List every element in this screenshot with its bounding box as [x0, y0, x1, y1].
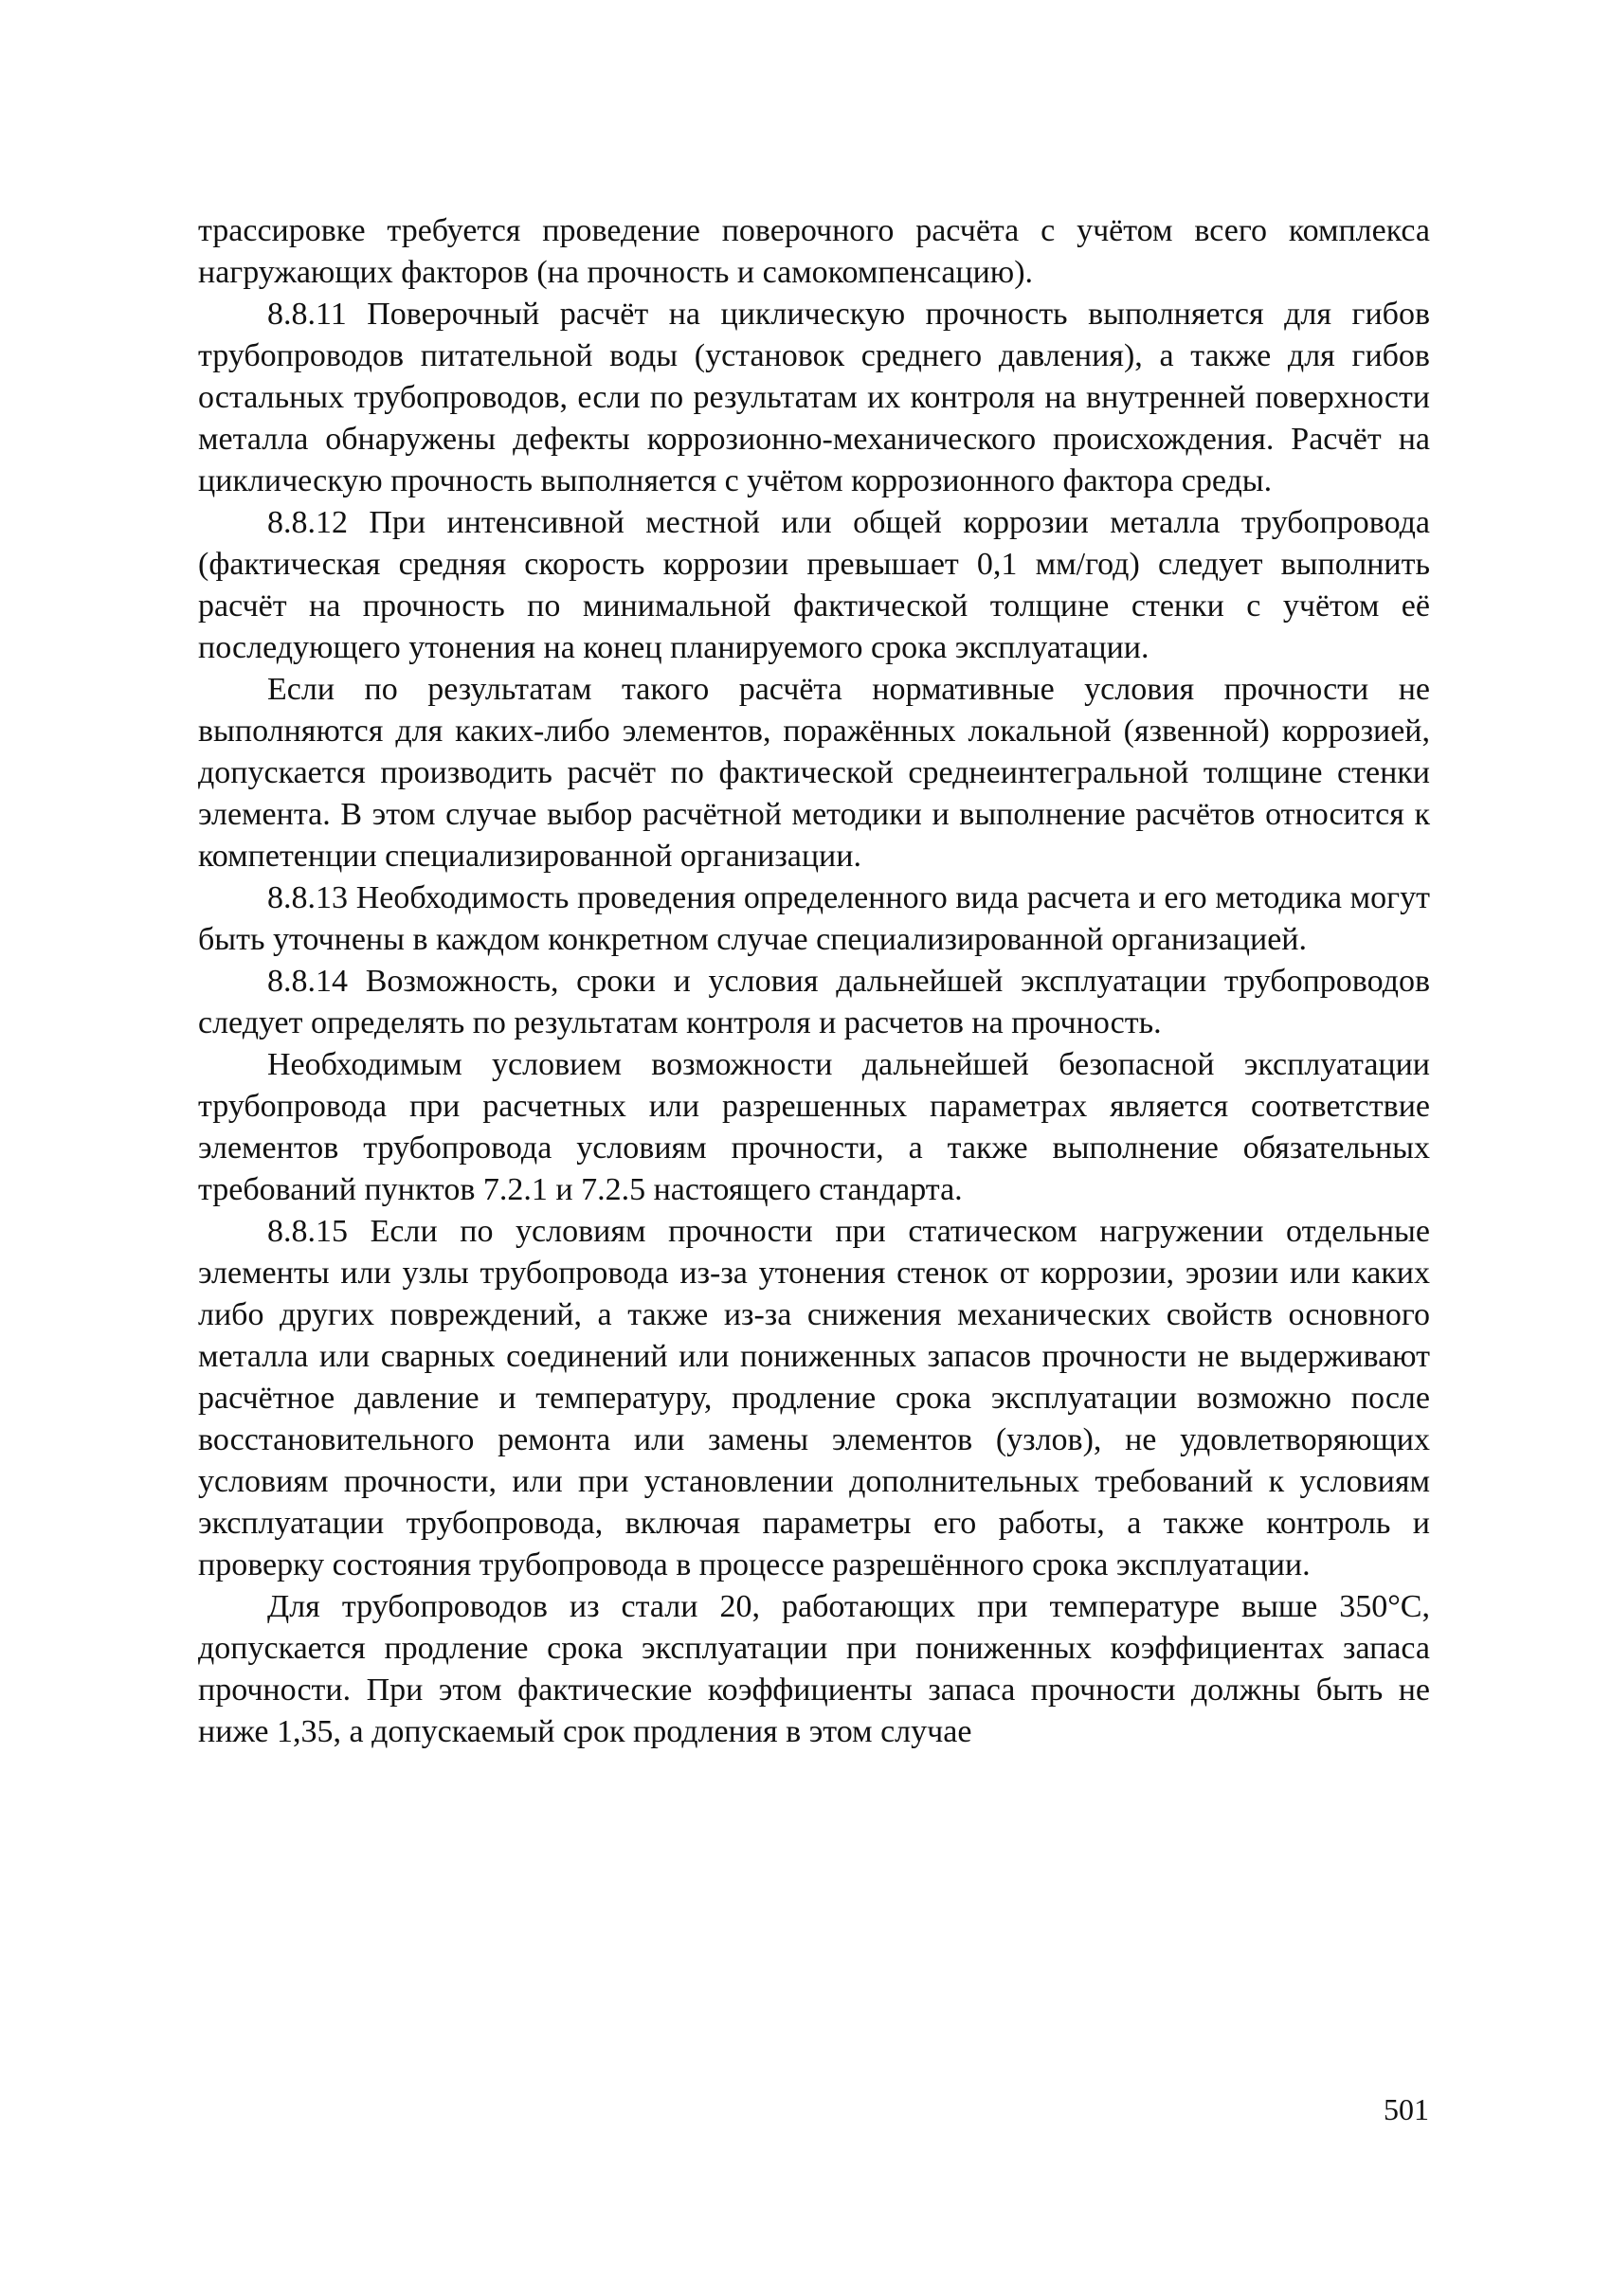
- paragraph-8-8-15: 8.8.15 Если по условиям прочности при статическом нагружении отдельные элементы или узлы трубопровода из-за утонения стенок от коррозии, эрозии или каких либо других повреждений, а также из-за снижения механических свойств основного металла или сварных соединений или пониженных запасов прочности не выдерживают расчётное давление и температуру, продление срока эксплуатации возможно после восстановительного ремонта или замены элементов (узлов), не удовлетворяющих условиям прочности, или при установлении дополнительных требований к условиям эксплуатации трубопровода, включая параметры его работы, а также контроль и проверку состояния трубопровода в процессе разрешённого срока эксплуатации.: [198, 1214, 1430, 1582]
- paragraph-continuation: трассировке требуется проведение поверочного расчёта с учётом всего комплекса нагружающих факторов (на прочность и самокомпенсацию).: [198, 213, 1430, 290]
- paragraph-8-8-13: 8.8.13 Необходимость проведения определенного вида расчета и его методика могут быть уточнены в каждом конкретном случае специализированной организацией.: [198, 880, 1430, 957]
- paragraph-8-8-12-note: Если по результатам такого расчёта нормативные условия прочности не выполняются для каких-либо элементов, поражённых локальной (язвенной) коррозией, допускается производить расчёт по фактической среднеинтегральной толщине стенки элемента. В этом случае выбор расчётной методики и выполнение расчётов относится к компетенции специализированной организации.: [198, 672, 1430, 874]
- paragraph-8-8-11: 8.8.11 Поверочный расчёт на циклическую прочность выполняется для гибов трубопроводов питательной воды (установок среднего давления), а также для гибов остальных трубопроводов, если по результатам их контроля на внутренней поверхности металла обнаружены дефекты коррозионно-механического происхождения. Расчёт на циклическую прочность выполняется с учётом коррозионного фактора среды.: [198, 297, 1430, 498]
- page-number: 501: [1384, 2092, 1429, 2126]
- paragraph-8-8-12: 8.8.12 При интенсивной местной или общей коррозии металла трубопровода (фактическая средняя скорость коррозии превышает 0,1 мм/год) следует выполнить расчёт на прочность по минимальной фактической толщине стенки с учётом её последующего утонения на конец планируемого срока эксплуатации.: [198, 505, 1430, 665]
- paragraph-8-8-14-note: Необходимым условием возможности дальнейшей безопасной эксплуатации трубопровода при расчетных или разрешенных параметрах является соответствие элементов трубопровода условиям прочности, а также выполнение обязательных требований пунктов 7.2.1 и 7.2.5 настоящего стандарта.: [198, 1047, 1430, 1207]
- paragraph-8-8-14: 8.8.14 Возможность, сроки и условия дальнейшей эксплуатации трубопроводов следует определять по результатам контроля и расчетов на прочность.: [198, 964, 1430, 1040]
- body-text: [198, 210, 1430, 1753]
- paragraph-steel-20: Для трубопроводов из стали 20, работающих при температуре выше 350°С, допускается продление срока эксплуатации при пониженных коэффициентах запаса прочности. При этом фактические коэффициенты запаса прочности должны быть не ниже 1,35, а допускаемый срок продления в этом случае: [198, 1589, 1430, 1749]
